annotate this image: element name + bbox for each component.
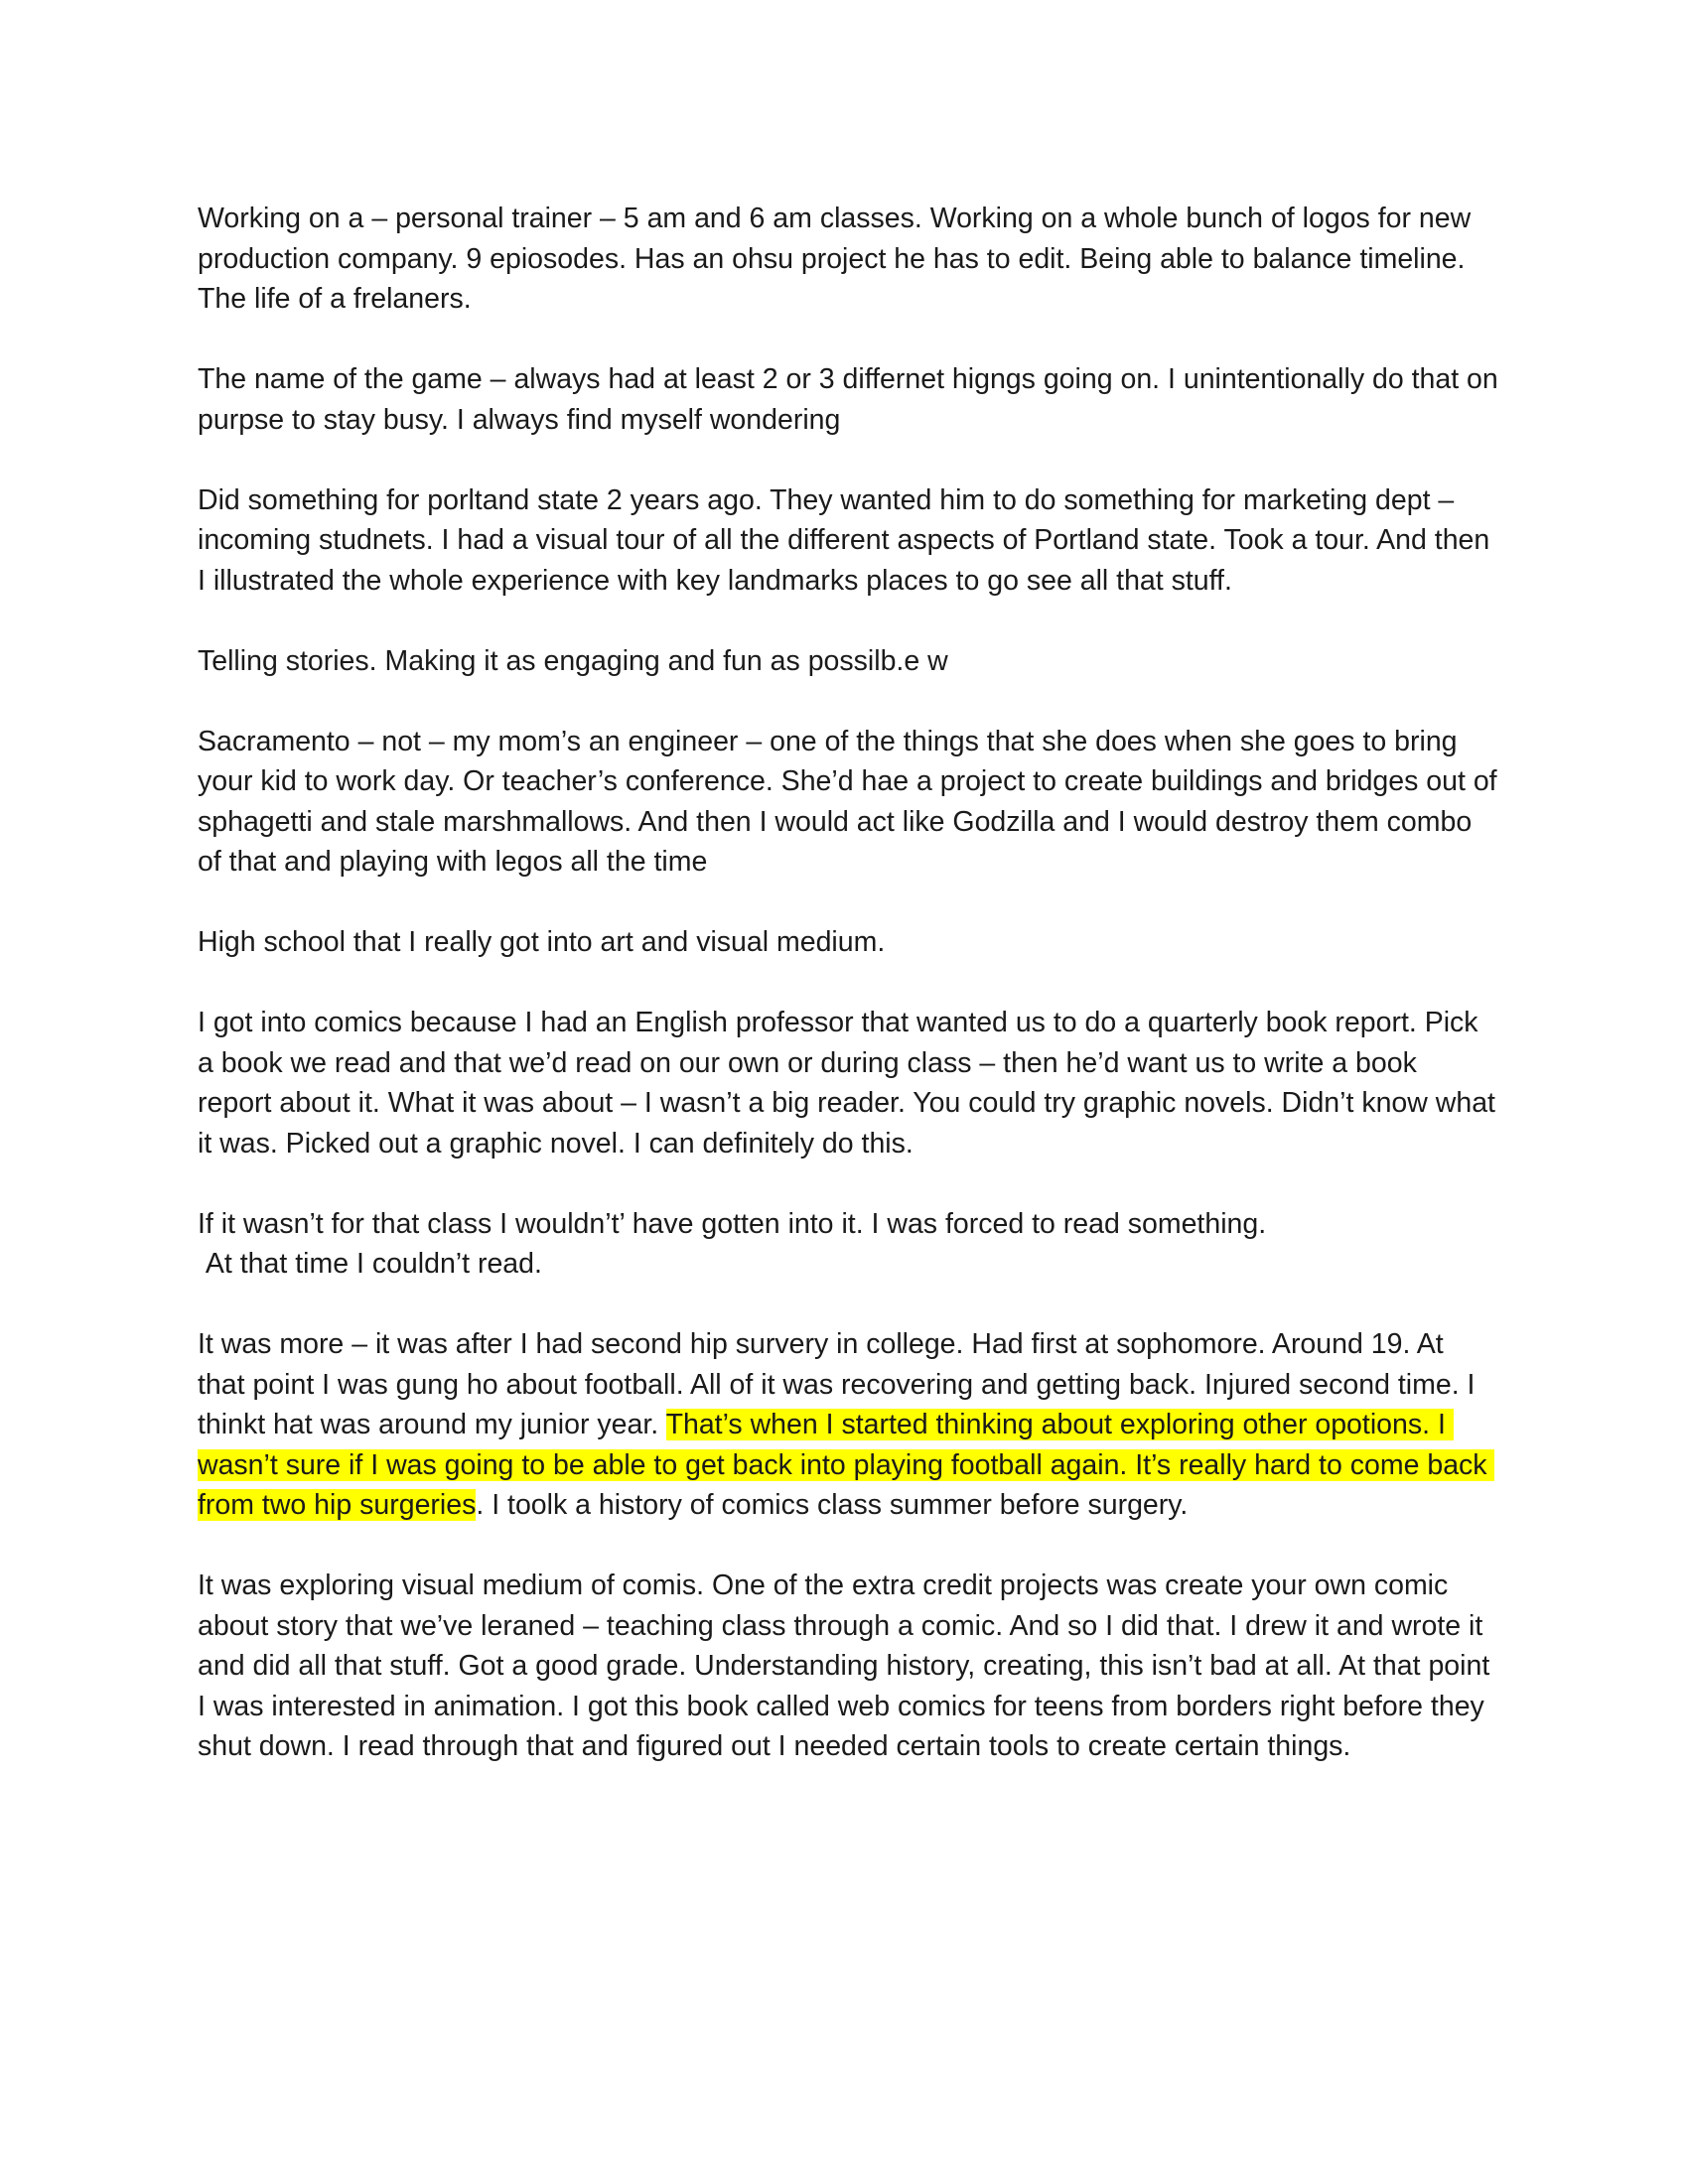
paragraph-4: Telling stories. Making it as engaging and fun as possilb.e w bbox=[198, 644, 948, 677]
paragraph-9 bbox=[198, 1324, 1498, 1526]
paragraph-10: It was exploring visual medium of comis. One of the extra credit projects was create your own comic about story that we’ve leraned – teaching class through a comic. And so I did that. I drew it and wrote it and did all that stuff. Got a good grade. Understanding history, creating, this isn’t bad at all. At that point I was interested in animation. I got this book called web comics for teens from borders right before they shut down. I read through that and figured out I needed certain tools to create certain things. bbox=[198, 1570, 1498, 1762]
paragraph-7: I got into comics because I had an English professor that wanted us to do a quarterly book report. Pick a book we read and that we’d read on our own or during class – then he’d want us to write a book report about it. What it was about – I wasn’t a big reader. You could try graphic novels. Didn’t know what it was. Picked out a graphic novel. I can definitely do this. bbox=[198, 1007, 1503, 1160]
paragraph-5: Sacramento – not – my mom’s an engineer – one of the things that she does when she goes to bring your kid to work day. Or teacher’s conference. She’d hae a project to create buildings and bridges out of sphagetti and stale marshmallows. And then I would act like Godzilla and I would destroy them combo of that and playing with legos all the time bbox=[198, 725, 1505, 878]
paragraph-6: High school that I really got into art and visual medium. bbox=[198, 926, 886, 958]
document-body bbox=[198, 199, 1506, 1807]
highlighted-text: That’s when I started thinking about exploring other opotions. I wasn’t sure if I was going to be able to get back into playing football again. It’s really hard to come back from two hip surgeries bbox=[198, 1409, 1495, 1521]
paragraph-1: Working on a – personal trainer – 5 am and 6 am classes. Working on a whole bunch of logos for new production company. 9 epiosodes. Has an ohsu project he has to edit. Being able to balance timeline. The life of a frelaners. bbox=[198, 203, 1479, 315]
paragraph-8-line-2: At that time I couldn’t read. bbox=[198, 1248, 542, 1280]
paragraph-8-line-1: If it wasn’t for that class I wouldn’t’ have gotten into it. I was forced to read something. bbox=[198, 1207, 1267, 1240]
paragraph-2: The name of the game – always had at least 2 or 3 differnet higngs going on. I unintentionally do that on purpse to stay busy. I always find myself wondering bbox=[198, 363, 1506, 436]
paragraph-3: Did something for porltand state 2 years ago. They wanted him to do something for marketing dept – incoming studnets. I had a visual tour of all the different aspects of Portland state. Took a tour. And then I illustrated the whole experience with key landmarks places to go see all that stuff. bbox=[198, 483, 1498, 597]
paragraph-9-text-after: . I toolk a history of comics class summer before surgery. bbox=[476, 1489, 1189, 1521]
paragraph-9-text-before: It was more – it was after I had second hip survery in college. Had first at sophomore. Around 19. At that point I was gung ho about football. All of it was recovering and getting back. Injured second time. I thinkt hat was around my junior year. bbox=[198, 1328, 1483, 1440]
paragraph-8 bbox=[198, 1204, 1498, 1285]
